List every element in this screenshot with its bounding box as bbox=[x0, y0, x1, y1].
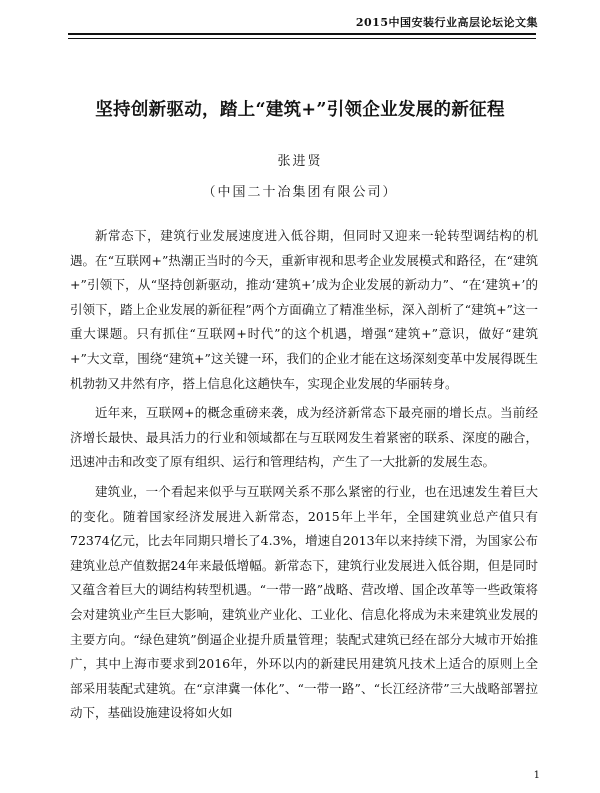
page-number: 1 bbox=[533, 770, 540, 781]
header-rule-thick bbox=[68, 33, 536, 35]
author-affiliation: （中国二十冶集团有限公司） bbox=[202, 185, 398, 200]
article-title: 坚持创新驱动，踏上“建筑+”引领企业发展的新征程 bbox=[95, 100, 505, 120]
paragraph: 新常态下，建筑行业发展速度进入低谷期，但同时又迎来一轮转型调结构的机遇。在“互联网+”热潮正当时的今天，重新审视和思考企业发展模式和路径，在“建筑+”引领下，从“坚持创新驱动，推动‘建筑+’成为企业发展的新动力”、“在‘建筑+’的引领下，踏上企业发展的新征程”两个方面确立了精准坐标，深入剖析了“建筑+”这一重大课题。只有抓住“互联网+时代”的这个机遇，增强“建筑+”意识，做好“建筑+”大文章，围绕“建筑+”这关键一环，我们的企业才能在这场深刻变革中发展得既生机勃勃又井然有序，搭上信息化这趟快车，实现企业发展的华丽转身。 bbox=[70, 228, 538, 391]
article-body bbox=[70, 224, 538, 731]
paragraph: 近年来，互联网+的概念重磅来袭，成为经济新常态下最亮丽的增长点。当前经济增长最快、最具活力的行业和领域都在与互联网发生着紧密的联系、深度的融合，迅速冲击和改变了原有组织、运行和管理结构，产生了一大批新的发展生态。 bbox=[70, 405, 538, 470]
header-rule-thin bbox=[68, 38, 536, 39]
paragraph: 建筑业，一个看起来似乎与互联网关系不那么紧密的行业，也在迅速发生着巨大的变化。随着国家经济发展进入新常态，2015年上半年，全国建筑业总产值只有72374亿元，比去年同期只增长了4.3%，增速自2013年以来持续下滑，为国家公布建筑业总产值数据24年来最低增幅。新常态下，建筑行业发展进入低谷期，但是同时又蕴含着巨大的调结构转型机遇。“一带一路”战略、营改增、国企改革等一些政策将会对建筑业产生巨大影响，建筑业产业化、工业化、信息化将成为未来建筑业发展的主要方向。“绿色建筑”倒逼企业提升质量管理；装配式建筑已经在部分大城市开始推广，其中上海市要求到2016年，外环以内的新建民用建筑凡技术上适合的原则上全部采用装配式建筑。在“京津冀一体化”、“一带一路”、“长江经济带”三大战略部署拉动下，基础设施建设将如火如 bbox=[70, 483, 538, 721]
author-name: 张进贤 bbox=[277, 154, 323, 169]
running-head: 2015中国安装行业高层论坛论文集 bbox=[355, 16, 538, 29]
